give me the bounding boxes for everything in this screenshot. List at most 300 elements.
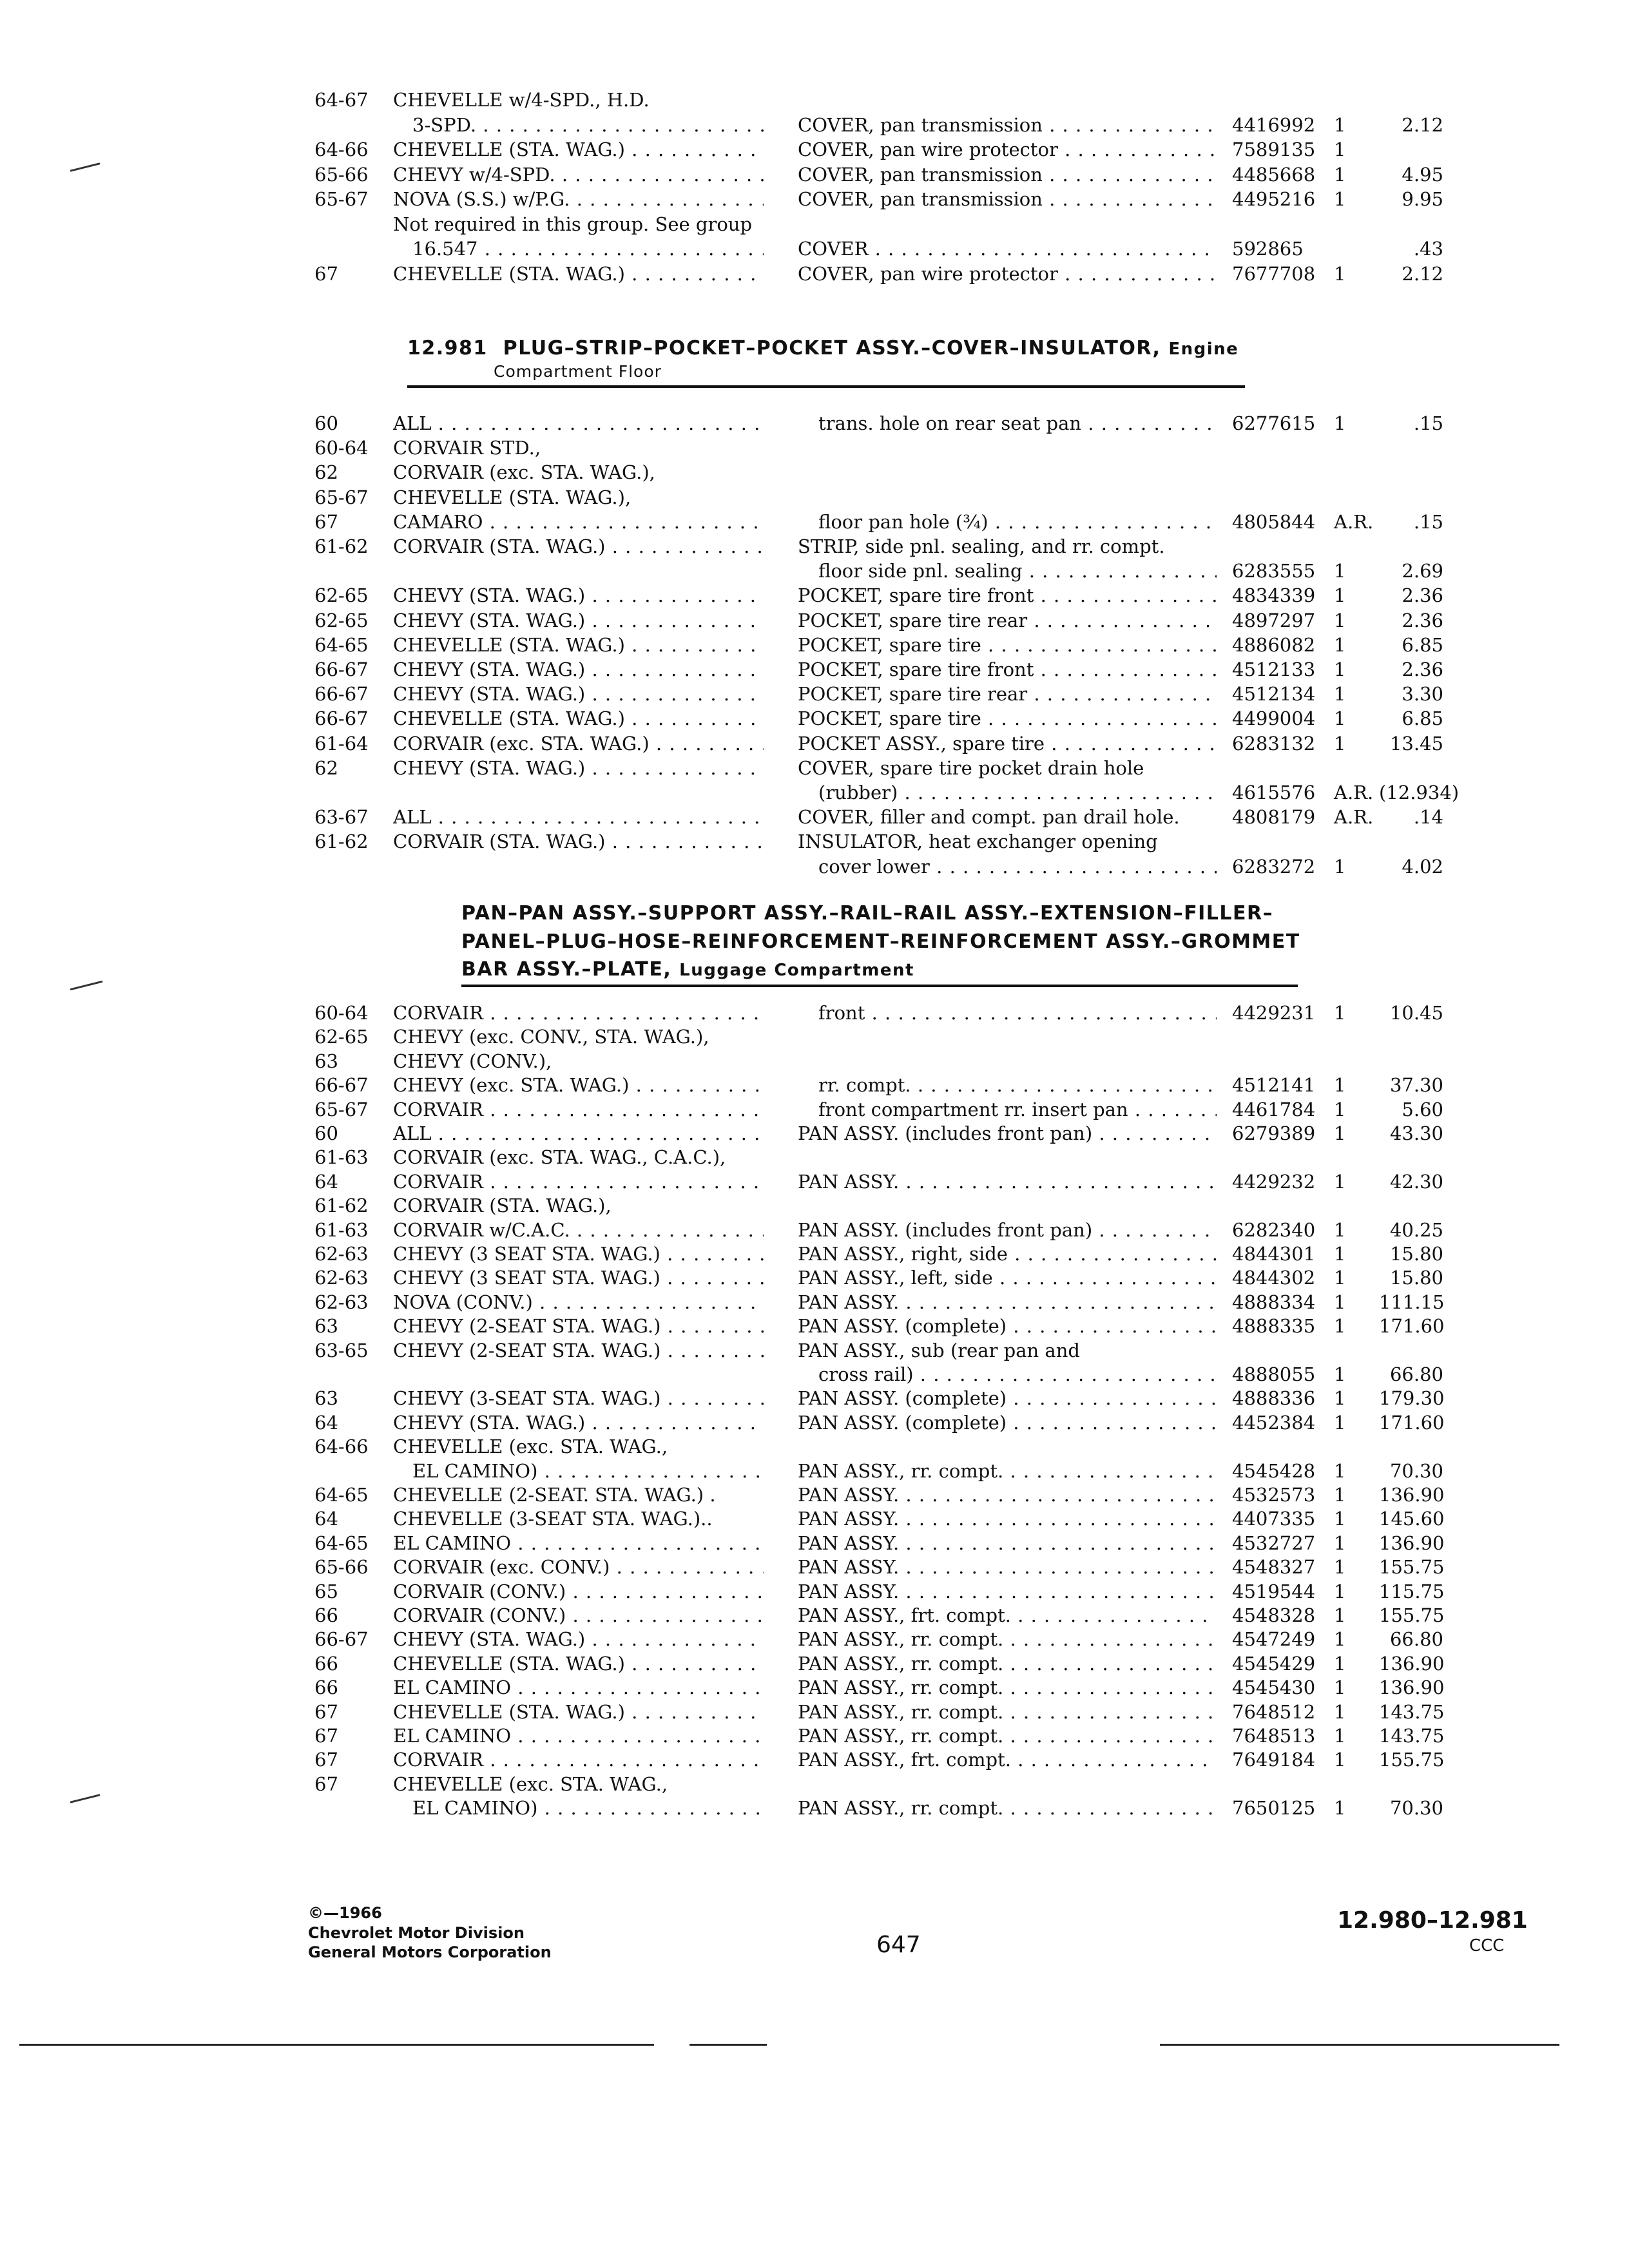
list-price: 66.80	[1389, 1628, 1443, 1651]
model-application: CORVAIR (STA. WAG.) . . .	[393, 535, 764, 557]
parts-row	[0, 683, 1629, 709]
list-price: 6.85	[1402, 707, 1443, 730]
parts-row	[0, 634, 1629, 660]
scan-edge-line	[19, 2044, 654, 2046]
parts-row	[0, 486, 1629, 512]
model-year: 66-67	[314, 1074, 369, 1097]
part-number: 4532727	[1232, 1532, 1316, 1554]
parts-row	[0, 1146, 1629, 1172]
part-description: INSULATOR, heat exchanger opening	[798, 831, 1158, 853]
model-application: CHEVY w/4-SPD. . . .	[393, 164, 764, 186]
model-year: 63-67	[314, 806, 369, 829]
parts-row	[0, 188, 1629, 214]
part-description: PAN ASSY., sub (rear pan and	[798, 1339, 1080, 1361]
list-price: 6.85	[1402, 633, 1443, 656]
model-year: 64-66	[314, 1436, 369, 1458]
part-number: 4834339	[1232, 584, 1316, 607]
model-year: 64-65	[314, 1484, 369, 1506]
model-year: 65-67	[314, 1098, 369, 1120]
parts-row	[0, 1074, 1629, 1100]
quantity: A.R.	[1334, 806, 1374, 829]
page-number: 647	[876, 1932, 921, 1958]
quantity: 1	[1334, 1628, 1346, 1651]
model-application: CORVAIR . . .	[393, 1171, 764, 1193]
model-application: EL CAMINO) . . .	[412, 1460, 764, 1482]
model-application: CHEVELLE (3-SEAT STA. WAG.)..	[393, 1508, 713, 1530]
list-price: 5.60	[1402, 1098, 1443, 1120]
model-application: CHEVY (exc. CONV., STA. WAG.),	[393, 1026, 709, 1048]
part-description: COVER, pan transmission . . .	[798, 114, 1217, 136]
quantity: 1	[1334, 1315, 1346, 1338]
list-price: .43	[1413, 238, 1443, 260]
parts-row	[0, 1291, 1629, 1317]
model-application: CORVAIR . . .	[393, 1099, 764, 1120]
parts-row	[0, 412, 1629, 438]
quantity: 1	[1334, 1508, 1346, 1530]
luggage-heading-line2: PANEL–PLUG–HOSE–REINFORCEMENT–REINFORCEMENT ASSY.–GROMMET	[461, 930, 1300, 953]
parts-row	[0, 1340, 1629, 1365]
parts-row	[0, 1773, 1629, 1799]
parts-row	[0, 139, 1629, 164]
footer-copyright: ©—1966	[308, 1904, 382, 1922]
quantity: 1	[1334, 560, 1346, 582]
model-application: CHEVELLE w/4-SPD., H.D.	[393, 89, 650, 111]
part-number: 4548327	[1232, 1556, 1316, 1579]
parts-row	[0, 511, 1629, 537]
part-description: PAN ASSY., rr. compt. . . .	[798, 1701, 1217, 1723]
luggage-heading-line3	[461, 958, 914, 981]
part-description: PAN ASSY., frt. compt. . . .	[798, 1604, 1217, 1626]
part-description: rr. compt. . . .	[818, 1074, 1217, 1096]
parts-row	[0, 1653, 1629, 1678]
part-description: PAN ASSY., frt. compt. . . .	[798, 1749, 1217, 1771]
quantity: 1	[1334, 262, 1346, 285]
part-number: 4844302	[1232, 1267, 1316, 1289]
margin-mark	[70, 981, 102, 990]
model-application: CHEVY (CONV.),	[393, 1050, 552, 1072]
parts-row	[0, 1412, 1629, 1437]
parts-row	[0, 1556, 1629, 1582]
parts-row	[0, 1026, 1629, 1052]
parts-row	[0, 164, 1629, 189]
part-number: 4512141	[1232, 1074, 1316, 1097]
section-number: 12.981	[407, 337, 488, 360]
quantity: 1	[1334, 683, 1346, 706]
quantity: 1	[1334, 1484, 1346, 1506]
part-number: 4886082	[1232, 633, 1316, 656]
quantity: 1	[1334, 1291, 1346, 1313]
parts-row	[0, 856, 1629, 881]
model-application: CHEVY (2-SEAT STA. WAG.) . . .	[393, 1340, 764, 1361]
list-price: 136.90	[1379, 1677, 1445, 1699]
list-price: .15	[1413, 510, 1443, 533]
part-description: PAN ASSY. . . .	[798, 1171, 1217, 1193]
part-description: PAN ASSY., rr. compt. . . .	[798, 1628, 1217, 1650]
model-application: CHEVY (STA. WAG.) . . .	[393, 584, 764, 606]
footer-corporation: General Motors Corporation	[308, 1943, 552, 1961]
quantity: 1	[1334, 707, 1346, 730]
model-year: 67	[314, 1700, 338, 1723]
parts-row	[0, 213, 1629, 239]
part-description: PAN ASSY. . . .	[798, 1532, 1217, 1554]
parts-row	[0, 437, 1629, 463]
part-number: 7649184	[1232, 1749, 1316, 1771]
parts-row	[0, 733, 1629, 758]
part-number: 4897297	[1232, 609, 1316, 631]
section-rule	[407, 385, 1245, 388]
parts-row	[0, 1749, 1629, 1774]
quantity: 1	[1334, 1243, 1346, 1265]
part-number: 4512134	[1232, 683, 1316, 706]
part-description: cross rail) . . .	[818, 1363, 1217, 1385]
list-price: 2.36	[1402, 584, 1443, 607]
parts-row	[0, 658, 1629, 684]
model-application: CHEVELLE (STA. WAG.) . . .	[393, 634, 764, 656]
model-application: CHEVELLE (exc. STA. WAG.,	[393, 1436, 668, 1458]
model-year: 61-62	[314, 1195, 369, 1217]
quantity: 1	[1334, 1074, 1346, 1097]
part-description: PAN ASSY., right, side . . .	[798, 1243, 1217, 1265]
parts-row	[0, 1701, 1629, 1727]
part-number: 4519544	[1232, 1580, 1316, 1602]
list-price: 143.75	[1379, 1725, 1445, 1747]
list-price: 15.80	[1389, 1267, 1443, 1289]
list-price: 111.15	[1379, 1291, 1445, 1313]
part-number: 4615576	[1232, 782, 1316, 803]
part-number: 4461784	[1232, 1098, 1316, 1120]
parts-row	[0, 238, 1629, 264]
list-price: 70.30	[1389, 1797, 1443, 1820]
model-application: CHEVY (3-SEAT STA. WAG.) . . .	[393, 1387, 764, 1409]
part-number: 4888055	[1232, 1363, 1316, 1385]
model-application: CHEVY (STA. WAG.) . . .	[393, 757, 764, 779]
model-application: EL CAMINO . . .	[393, 1677, 764, 1698]
part-description: PAN ASSY., rr. compt. . . .	[798, 1460, 1217, 1482]
list-price: 15.80	[1389, 1243, 1443, 1265]
quantity: 1	[1334, 1122, 1346, 1144]
quantity: 1	[1334, 658, 1346, 680]
parts-row	[0, 1797, 1629, 1823]
part-number: 4547249	[1232, 1628, 1316, 1651]
parts-row	[0, 1532, 1629, 1558]
model-application: EL CAMINO . . .	[393, 1532, 764, 1554]
list-price: 43.30	[1389, 1122, 1443, 1144]
part-number: 4545429	[1232, 1652, 1316, 1675]
model-year: 62-65	[314, 584, 369, 607]
part-number: 7648513	[1232, 1725, 1316, 1747]
model-year: 64-67	[314, 89, 369, 111]
model-year: 66	[314, 1677, 338, 1699]
parts-row	[0, 782, 1629, 807]
part-description: front compartment rr. insert pan . . .	[818, 1099, 1217, 1120]
part-description: COVER, pan transmission . . .	[798, 164, 1217, 186]
part-description: PAN ASSY. (includes front pan) . . .	[798, 1122, 1217, 1144]
model-application: CHEVELLE (STA. WAG.) . . .	[393, 263, 764, 285]
parts-row	[0, 1508, 1629, 1533]
part-number: 4485668	[1232, 163, 1316, 186]
part-number: 4888336	[1232, 1387, 1316, 1410]
model-application: CORVAIR (CONV.) . . .	[393, 1581, 764, 1602]
part-description: POCKET, spare tire rear . . .	[798, 683, 1217, 705]
parts-row	[0, 1099, 1629, 1124]
quantity: 1	[1334, 1387, 1346, 1410]
part-number: 6283555	[1232, 560, 1316, 582]
parts-row	[0, 263, 1629, 289]
quantity: 1	[1334, 1459, 1346, 1482]
quantity: 1	[1334, 609, 1346, 631]
section-12-981-heading	[407, 337, 1239, 360]
list-price: 2.12	[1402, 262, 1443, 285]
model-application: 16.547 . . .	[412, 238, 764, 260]
quantity: 1	[1334, 1725, 1346, 1747]
list-price: 70.30	[1389, 1459, 1443, 1482]
model-application: CHEVY (STA. WAG.) . . .	[393, 683, 764, 705]
quantity: 1	[1334, 139, 1346, 160]
list-price: 37.30	[1389, 1074, 1443, 1097]
list-price: 4.02	[1402, 855, 1443, 878]
model-year: 61-62	[314, 535, 369, 557]
model-year: 62	[314, 756, 338, 779]
quantity: 1	[1334, 1098, 1346, 1120]
part-description: PAN ASSY. (complete) . . .	[798, 1412, 1217, 1434]
quantity: 1	[1334, 1002, 1346, 1024]
part-description: cover lower . . .	[818, 856, 1217, 878]
list-price: .14	[1413, 806, 1443, 829]
model-year: 60	[314, 1122, 338, 1144]
model-year: 61-62	[314, 831, 369, 853]
list-price: 2.36	[1402, 609, 1443, 631]
part-description: (rubber) . . .	[818, 782, 1217, 803]
model-year: 63	[314, 1050, 338, 1072]
parts-row	[0, 1243, 1629, 1269]
model-application: CHEVY (STA. WAG.) . . .	[393, 610, 764, 631]
parts-row	[0, 610, 1629, 635]
luggage-heading-tail: Luggage Compartment	[679, 961, 914, 980]
model-application: CHEVELLE (exc. STA. WAG.,	[393, 1773, 668, 1795]
list-price: 155.75	[1379, 1749, 1445, 1771]
part-description: PAN ASSY., rr. compt. . . .	[798, 1653, 1217, 1675]
quantity: 1	[1334, 1797, 1346, 1820]
model-year: 66-67	[314, 683, 369, 706]
quantity: 1	[1334, 732, 1346, 754]
quantity: 1	[1334, 412, 1346, 434]
model-year: 62-65	[314, 609, 369, 631]
model-application: ALL . . .	[393, 1122, 764, 1144]
model-application: CHEVY (STA. WAG.) . . .	[393, 658, 764, 680]
part-description: POCKET, spare tire rear . . .	[798, 610, 1217, 631]
model-year: 64-65	[314, 633, 369, 656]
quantity: A.R.	[1334, 782, 1374, 803]
part-number: 7650125	[1232, 1797, 1316, 1820]
model-application: NOVA (CONV.) . . .	[393, 1291, 764, 1313]
list-price: 179.30	[1379, 1387, 1445, 1410]
quantity: 1	[1334, 1556, 1346, 1579]
part-number: 4429231	[1232, 1002, 1316, 1024]
quantity: 1	[1334, 855, 1346, 878]
model-year: 65-67	[314, 188, 369, 210]
model-year: 64-65	[314, 1532, 369, 1554]
parts-row	[0, 1122, 1629, 1148]
model-application: EL CAMINO . . .	[393, 1725, 764, 1747]
part-number: 7648512	[1232, 1700, 1316, 1723]
part-description: POCKET, spare tire front . . .	[798, 658, 1217, 680]
model-application: CHEVELLE (STA. WAG.) . . .	[393, 1701, 764, 1723]
list-price: 171.60	[1379, 1315, 1445, 1338]
part-description: POCKET ASSY., spare tire . . .	[798, 733, 1217, 754]
model-year: 62-65	[314, 1026, 369, 1048]
part-number: 6283132	[1232, 732, 1316, 754]
part-description: floor pan hole (¾) . . .	[818, 511, 1217, 533]
part-description: PAN ASSY. (includes front pan) . . .	[798, 1219, 1217, 1241]
model-year: 64	[314, 1170, 338, 1193]
model-application: CORVAIR (exc. CONV.) . . .	[393, 1556, 764, 1578]
list-price: 136.90	[1379, 1652, 1445, 1675]
model-year: 66	[314, 1652, 338, 1675]
parts-row	[0, 1171, 1629, 1196]
quantity: 1	[1334, 1363, 1346, 1385]
part-description: PAN ASSY., left, side . . .	[798, 1267, 1217, 1289]
list-price: 66.80	[1389, 1363, 1443, 1385]
parts-row	[0, 89, 1629, 115]
part-number: 4499004	[1232, 707, 1316, 730]
list-price: 145.60	[1379, 1508, 1445, 1530]
list-price: 171.60	[1379, 1411, 1445, 1434]
quantity: 1	[1334, 633, 1346, 656]
model-application: NOVA (S.S.) w/P.G. . . .	[393, 188, 764, 210]
part-description: COVER, filler and compt. pan drail hole.	[798, 806, 1180, 829]
model-application: CHEVY (STA. WAG.) . . .	[393, 1412, 764, 1434]
part-number: 4808179	[1232, 806, 1316, 829]
part-number: 4495216	[1232, 188, 1316, 210]
part-description: PAN ASSY. . . .	[798, 1508, 1217, 1530]
model-year: 60-64	[314, 437, 369, 459]
quantity: 1	[1334, 1604, 1346, 1626]
part-number: 4452384	[1232, 1411, 1316, 1434]
part-description: front . . .	[818, 1002, 1217, 1024]
parts-row	[0, 1315, 1629, 1341]
part-number: 4416992	[1232, 113, 1316, 136]
list-price: 9.95	[1402, 188, 1443, 210]
part-number: 7677708	[1232, 262, 1316, 285]
list-price: 2.12	[1402, 113, 1443, 136]
model-year: 66	[314, 1604, 338, 1626]
quantity: A.R.	[1334, 510, 1374, 533]
part-description: trans. hole on rear seat pan . . .	[818, 412, 1217, 434]
parts-row	[0, 114, 1629, 140]
list-price: (12.934)	[1379, 782, 1460, 803]
model-application: CHEVELLE (STA. WAG.) . . .	[393, 707, 764, 729]
part-number: 592865	[1232, 238, 1304, 260]
model-application: CORVAIR (STA. WAG.) . . .	[393, 831, 764, 852]
model-year: 61-63	[314, 1146, 369, 1169]
model-application: CORVAIR . . .	[393, 1002, 764, 1024]
part-description: PAN ASSY., rr. compt. . . .	[798, 1725, 1217, 1747]
part-number: 4532573	[1232, 1484, 1316, 1506]
model-year: 67	[314, 510, 338, 533]
model-year: 65	[314, 1580, 338, 1602]
quantity: 1	[1334, 163, 1346, 186]
model-year: 61-63	[314, 1218, 369, 1241]
part-description: COVER, pan wire protector . . .	[798, 139, 1217, 160]
parts-row	[0, 1604, 1629, 1630]
quantity: 1	[1334, 1677, 1346, 1699]
part-number: 4545430	[1232, 1677, 1316, 1699]
part-description: PAN ASSY. . . .	[798, 1581, 1217, 1602]
model-year: 62	[314, 461, 338, 484]
model-application: CORVAIR w/C.A.C. . . .	[393, 1219, 764, 1241]
part-description: COVER, pan transmission . . .	[798, 188, 1217, 210]
model-application: CORVAIR (exc. STA. WAG.) . . .	[393, 733, 764, 754]
list-price: 155.75	[1379, 1604, 1445, 1626]
model-year: 66-67	[314, 658, 369, 680]
model-year: 63	[314, 1387, 338, 1410]
model-application: ALL . . .	[393, 806, 764, 828]
parts-row	[0, 1002, 1629, 1028]
model-year: 65-66	[314, 1556, 369, 1579]
part-number: 4805844	[1232, 510, 1316, 533]
model-year: 67	[314, 262, 338, 285]
part-description: POCKET, spare tire . . .	[798, 634, 1217, 656]
section-title-tail: Engine	[1168, 340, 1239, 359]
model-application: CHEVY (3 SEAT STA. WAG.) . . .	[393, 1243, 764, 1265]
parts-row	[0, 461, 1629, 487]
scan-edge-line	[1160, 2044, 1559, 2046]
part-description: PAN ASSY. . . .	[798, 1484, 1217, 1506]
model-application: CHEVELLE (2-SEAT. STA. WAG.) .	[393, 1484, 716, 1506]
parts-row	[0, 1725, 1629, 1751]
quantity: 1	[1334, 1218, 1346, 1241]
list-price: 155.75	[1379, 1556, 1445, 1579]
parts-row	[0, 806, 1629, 832]
part-description: PAN ASSY. . . .	[798, 1291, 1217, 1313]
part-description: COVER . . .	[798, 238, 1217, 260]
quantity: 1	[1334, 113, 1346, 136]
quantity: 1	[1334, 188, 1346, 210]
part-number: 6283272	[1232, 855, 1316, 878]
model-application: 3-SPD. . . .	[412, 114, 764, 136]
parts-row	[0, 1677, 1629, 1702]
model-application: CHEVELLE (STA. WAG.) . . .	[393, 139, 764, 160]
part-number: 4407335	[1232, 1508, 1316, 1530]
part-description: PAN ASSY. (complete) . . .	[798, 1387, 1217, 1409]
quantity: 1	[1334, 1652, 1346, 1675]
model-application: CORVAIR (exc. STA. WAG.),	[393, 461, 655, 484]
quantity: 1	[1334, 1170, 1346, 1193]
model-year: 64	[314, 1411, 338, 1434]
model-application: ALL . . .	[393, 412, 764, 434]
part-description: PAN ASSY., rr. compt. . . .	[798, 1677, 1217, 1698]
model-year: 62-63	[314, 1267, 369, 1289]
list-price: 2.69	[1402, 560, 1443, 582]
list-price: .15	[1413, 412, 1443, 434]
model-application: CHEVY (3 SEAT STA. WAG.) . . .	[393, 1267, 764, 1289]
part-number: 6279389	[1232, 1122, 1316, 1144]
part-number: 4888334	[1232, 1291, 1316, 1313]
model-application: CORVAIR (exc. STA. WAG., C.A.C.),	[393, 1146, 726, 1169]
part-number: 6277615	[1232, 412, 1316, 434]
part-description: PAN ASSY. . . .	[798, 1556, 1217, 1578]
list-price: 42.30	[1389, 1170, 1443, 1193]
model-application: CAMARO . . .	[393, 511, 764, 533]
part-description: floor side pnl. sealing . . .	[818, 560, 1217, 582]
list-price: 115.75	[1379, 1580, 1445, 1602]
model-application: Not required in this group. See group	[393, 213, 753, 235]
model-application: CHEVY (STA. WAG.) . . .	[393, 1628, 764, 1650]
parts-row	[0, 1195, 1629, 1220]
model-application: CHEVY (2-SEAT STA. WAG.) . . .	[393, 1315, 764, 1337]
part-description: COVER, pan wire protector . . .	[798, 263, 1217, 285]
part-number: 4888335	[1232, 1315, 1316, 1338]
